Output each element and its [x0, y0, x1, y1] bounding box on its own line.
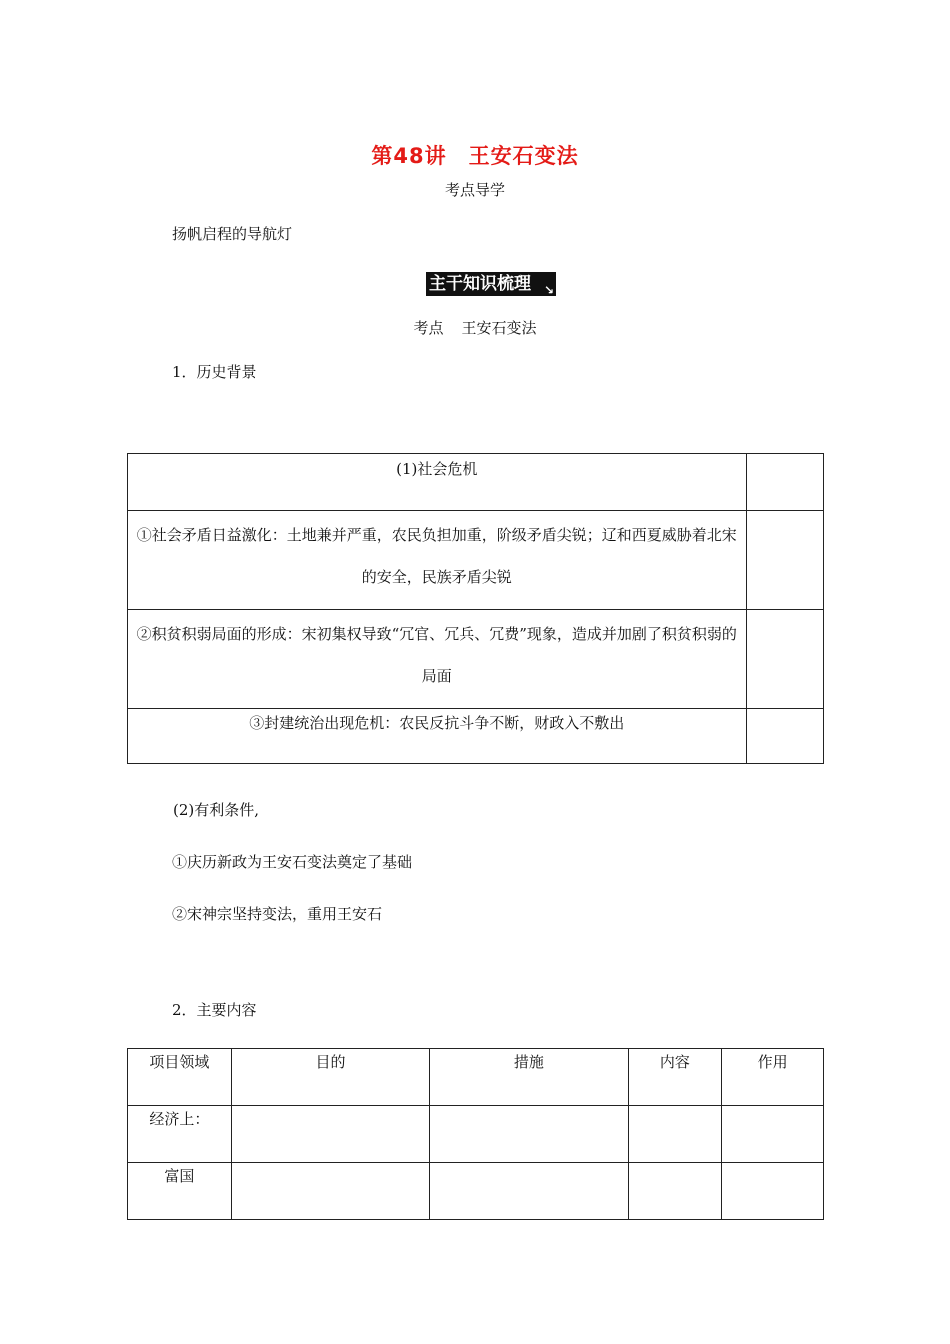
column-header: 措施 — [430, 1049, 628, 1106]
column-header: 作用 — [722, 1049, 824, 1106]
table-cell — [231, 1106, 429, 1163]
table-cell-empty — [746, 709, 823, 764]
table-cell — [628, 1106, 722, 1163]
section-label: 考点 — [413, 319, 444, 337]
condition-item: ①庆历新政为王安石变法奠定了基础 — [172, 853, 413, 871]
table-header-row — [128, 1049, 824, 1106]
table-cell — [628, 1163, 722, 1220]
condition-item: ②宋神宗坚持变法，重用王安石 — [172, 905, 383, 923]
table-row — [128, 454, 824, 511]
table-cell — [722, 1163, 824, 1220]
column-header: 项目领域 — [128, 1049, 232, 1106]
table-cell: (1)社会危机 — [128, 454, 747, 511]
part1-heading: 1．历史背景 — [172, 363, 257, 381]
table-row — [128, 709, 824, 764]
table-cell: 富国 — [128, 1163, 232, 1220]
table-cell: 经济上： — [128, 1106, 232, 1163]
section-banner — [426, 272, 556, 296]
table-cell-empty — [746, 454, 823, 511]
table-row — [128, 1106, 824, 1163]
intro-text: 扬帆启程的导航灯 — [172, 225, 293, 243]
table-row — [128, 511, 824, 610]
table-cell — [231, 1163, 429, 1220]
section-name: 王安石变法 — [461, 319, 537, 337]
table-row — [128, 1163, 824, 1220]
section-heading — [0, 317, 950, 338]
column-header: 内容 — [628, 1049, 722, 1106]
table-cell-empty — [746, 511, 823, 610]
arrow-down-right-icon: ↘ — [543, 283, 554, 297]
lecture-topic: 王安石变法 — [468, 144, 579, 168]
table-cell: ②积贫积弱局面的形成：宋初集权导致“冗官、冗兵、冗费”现象，造成并加剧了积贫积弱的局面 — [128, 610, 747, 709]
table-cell: ③封建统治出现危机：农民反抗斗争不断，财政入不敷出 — [128, 709, 747, 764]
conditions-heading: (2)有利条件, — [173, 801, 260, 819]
lecture-number: 第48讲 — [371, 144, 447, 168]
table-cell — [430, 1106, 628, 1163]
table-cell: ①社会矛盾日益激化：土地兼并严重，农民负担加重，阶级矛盾尖锐；辽和西夏威胁着北宋的安全，民族矛盾尖锐 — [128, 511, 747, 610]
background-table — [127, 453, 824, 764]
table-cell — [430, 1163, 628, 1220]
banner-label: 主干知识梳理 — [429, 274, 531, 294]
page-subtitle: 考点导学 — [444, 181, 505, 199]
column-header: 目的 — [231, 1049, 429, 1106]
content-table — [127, 1048, 824, 1220]
page-title — [0, 140, 950, 170]
table-row — [128, 610, 824, 709]
part2-heading: 2．主要内容 — [172, 1001, 257, 1019]
table-cell — [722, 1106, 824, 1163]
table-cell-empty — [746, 610, 823, 709]
